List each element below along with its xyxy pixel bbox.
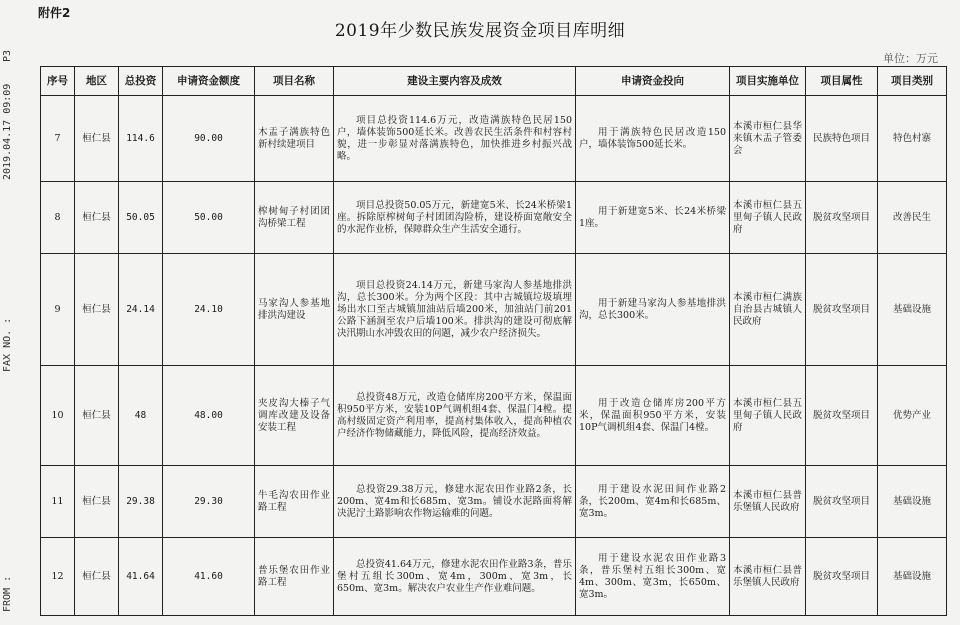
cell-content: 总投资41.64万元，修建水泥农田作业路3条，普乐堡村五组长300m、宽4m，300m、宽3m，长650m、宽3m。解决农户农业生产作业难问题。 <box>334 538 576 616</box>
table-row <box>41 538 947 616</box>
cell-apply: 29.30 <box>163 466 255 538</box>
cell-attr: 脱贫攻坚项目 <box>806 254 878 366</box>
header-region: 地区 <box>75 67 119 96</box>
cell-project-name: 夹皮沟大榛子气调库改建及设备安装工程 <box>255 366 334 466</box>
cell-region: 桓仁县 <box>75 254 119 366</box>
cell-region: 桓仁县 <box>75 466 119 538</box>
cell-category: 特色村寨 <box>878 96 947 182</box>
cell-content: 总投资29.38万元，修建水泥农田作业路2条，长200m、宽4m和长685m、宽3m。铺设水泥路面将解决泥泞土路影响农作物运输难的问题。 <box>334 466 576 538</box>
cell-no: 8 <box>41 182 75 254</box>
project-table <box>40 66 947 616</box>
cell-attr: 脱贫攻坚项目 <box>806 182 878 254</box>
header-no: 序号 <box>41 67 75 96</box>
cell-total: 29.38 <box>119 466 163 538</box>
header-unit: 项目实施单位 <box>730 67 806 96</box>
cell-unit: 本溪市桓仁县华来镇木盂子管委会 <box>730 96 806 182</box>
cell-direction: 用于建设水泥农田作业路3条，普乐堡村五组长300m、宽4m、300m、宽3m，长650m、宽3m。 <box>576 538 730 616</box>
cell-unit: 本溪市桓仁县普乐堡镇人民政府 <box>730 466 806 538</box>
page-title: 2019年少数民族发展资金项目库明细 <box>334 21 626 41</box>
fax-timestamp: 2019.04.17 09:09 <box>2 83 13 180</box>
cell-no: 12 <box>41 538 75 616</box>
cell-direction: 用于新建宽5米、长24米桥梁1座。 <box>576 182 730 254</box>
header-total: 总投资 <box>119 67 163 96</box>
cell-no: 10 <box>41 366 75 466</box>
cell-no: 11 <box>41 466 75 538</box>
header-attr: 项目属性 <box>806 67 878 96</box>
cell-project-name: 马家沟人参基地排洪沟建设 <box>255 254 334 366</box>
cell-category: 优势产业 <box>878 366 947 466</box>
fax-from-label: FROM : <box>2 575 13 612</box>
table-row <box>41 466 947 538</box>
header-direction: 申请资金投向 <box>576 67 730 96</box>
cell-unit: 本溪市桓仁县五里甸子镇人民政府 <box>730 366 806 466</box>
cell-direction: 用于新建马家沟人参基地排洪沟，总长300米。 <box>576 254 730 366</box>
cell-unit: 本溪市桓仁县五里甸子镇人民政府 <box>730 182 806 254</box>
cell-category: 基础设施 <box>878 538 947 616</box>
cell-project-name: 木盂子满族特色新村续建项目 <box>255 96 334 182</box>
cell-content: 项目总投资50.05万元，新建宽5米、长24米桥梁1座。拆除原榨树甸子村团团沟险桥，建设桥面宽敞安全的水泥作业桥，保障群众生产生活安全通行。 <box>334 182 576 254</box>
cell-total: 114.6 <box>119 96 163 182</box>
header-apply: 申请资金额度 <box>163 67 255 96</box>
header-content: 建设主要内容及成效 <box>334 67 576 96</box>
table-header-row <box>41 67 947 96</box>
cell-apply: 48.00 <box>163 366 255 466</box>
header-name: 项目名称 <box>255 67 334 96</box>
cell-total: 24.14 <box>119 254 163 366</box>
cell-direction: 用于改造仓储库房200平方米，保温面积950平方米，安装10P气调机组4套、保温门4樘。 <box>576 366 730 466</box>
cell-apply: 24.10 <box>163 254 255 366</box>
cell-region: 桓仁县 <box>75 182 119 254</box>
cell-total: 50.05 <box>119 182 163 254</box>
cell-content: 项目总投资114.6万元，改造满族特色民居150户，墙体装饰500延长米。改善农民生活条件和村容村貌，进一步彰显对落满族特色，加快推进乡村振兴战略。 <box>334 96 576 182</box>
fax-number-label: FAX NO. : <box>2 317 13 372</box>
fax-page: P3 <box>2 49 13 62</box>
cell-apply: 50.00 <box>163 182 255 254</box>
cell-total: 41.64 <box>119 538 163 616</box>
cell-content: 项目总投资24.14万元，新建马家沟人参基地排洪沟，总长300米。分为两个区段：其中古城镇垃圾填埋场出水口至古城镇加油站后墙200米，加油站门前201公路下涵洞至农户后墙100米。排洪沟的建设可彻底解决汛期山水冲毁农田的问题，减少农户经济损失。 <box>334 254 576 366</box>
cell-category: 改善民生 <box>878 182 947 254</box>
cell-apply: 90.00 <box>163 96 255 182</box>
attachment-label: 附件2 <box>38 6 71 20</box>
header-category: 项目类别 <box>878 67 947 96</box>
cell-project-name: 普乐堡农田作业路工程 <box>255 538 334 616</box>
cell-direction: 用于建设水泥田间作业路2条，长200m、宽4m和长685m、宽3m。 <box>576 466 730 538</box>
cell-attr: 民族特色项目 <box>806 96 878 182</box>
cell-apply: 41.60 <box>163 538 255 616</box>
cell-direction: 用于满族特色民居改造150户，墙体装饰500延长米。 <box>576 96 730 182</box>
cell-attr: 脱贫攻坚项目 <box>806 466 878 538</box>
cell-attr: 脱贫攻坚项目 <box>806 538 878 616</box>
cell-attr: 脱贫攻坚项目 <box>806 366 878 466</box>
table-row <box>41 182 947 254</box>
cell-region: 桓仁县 <box>75 96 119 182</box>
unit-label: 单位：万元 <box>883 52 938 65</box>
cell-project-name: 牛毛沟农田作业路工程 <box>255 466 334 538</box>
cell-category: 基础设施 <box>878 254 947 366</box>
cell-region: 桓仁县 <box>75 538 119 616</box>
cell-category: 基础设施 <box>878 466 947 538</box>
cell-content: 总投资48万元，改造仓储库房200平方米，保温面积950平方米，安装10P气调机组4套、保温门4樘。提高村级固定资产利用率，提高村集体收入，提高种植农户经济作物储藏能力，降低风险，提高经济效益。 <box>334 366 576 466</box>
cell-unit: 本溪市桓仁县普乐堡镇人民政府 <box>730 538 806 616</box>
cell-total: 48 <box>119 366 163 466</box>
fax-sidebar <box>0 0 22 625</box>
cell-unit: 本溪市桓仁满族自治县古城镇人民政府 <box>730 254 806 366</box>
cell-region: 桓仁县 <box>75 366 119 466</box>
cell-project-name: 榨树甸子村团团沟桥梁工程 <box>255 182 334 254</box>
cell-no: 9 <box>41 254 75 366</box>
table-row <box>41 366 947 466</box>
cell-no: 7 <box>41 96 75 182</box>
table-row <box>41 254 947 366</box>
table-row <box>41 96 947 182</box>
